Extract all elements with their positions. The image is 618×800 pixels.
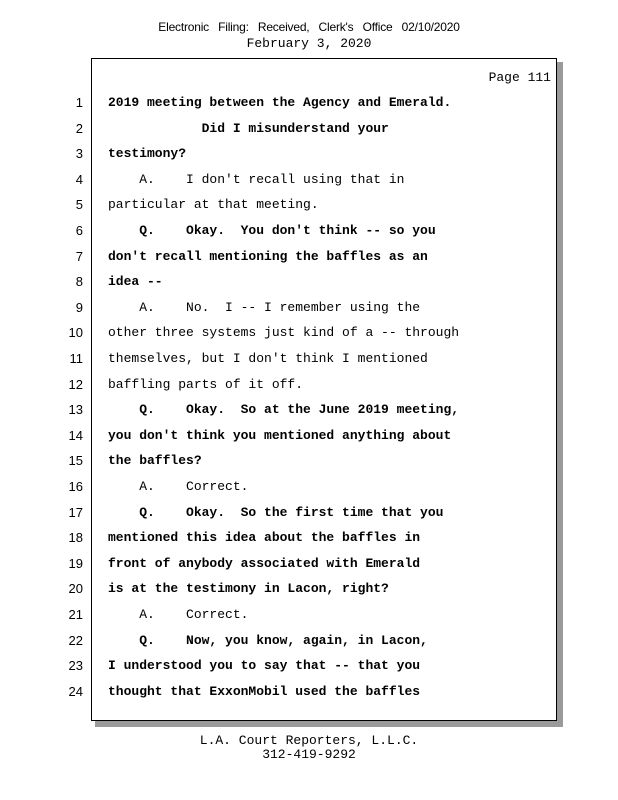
line-text: you don't think you mentioned anything about	[108, 427, 452, 443]
transcript-line	[0, 631, 618, 651]
page-number: Page 111	[488, 70, 551, 85]
transcript-line	[0, 528, 618, 548]
line-text: front of anybody associated with Emerald	[108, 555, 421, 571]
line-text: Did I misunderstand your	[108, 120, 389, 136]
transcript-line	[0, 93, 618, 113]
line-number: 14	[68, 427, 83, 443]
line-number: 20	[68, 581, 83, 597]
line-number: 2	[75, 120, 83, 136]
transcript-line	[0, 144, 618, 164]
line-text: idea --	[108, 274, 163, 290]
line-text: the baffles?	[108, 453, 202, 469]
transcript-line	[0, 503, 618, 523]
line-number: 22	[68, 632, 83, 648]
transcript-line	[0, 656, 618, 676]
line-number: 5	[75, 197, 83, 213]
line-number: 4	[75, 171, 83, 187]
transcript-line	[0, 272, 618, 292]
line-number: 17	[68, 504, 83, 520]
line-text: A. Correct.	[108, 607, 249, 622]
reporter-company: L.A. Court Reporters, L.L.C.	[199, 733, 419, 748]
line-number: 11	[69, 351, 83, 366]
transcript-line	[0, 579, 618, 599]
transcript-line	[0, 605, 618, 625]
transcript-line	[0, 221, 618, 241]
transcript-line	[0, 119, 618, 139]
line-text: Q. Okay. So the first time that you	[108, 504, 444, 520]
line-text: I understood you to say that -- that you	[108, 658, 421, 674]
transcript-line	[0, 375, 618, 395]
transcript-line	[0, 298, 618, 318]
line-number: 13	[68, 402, 83, 418]
line-number: 10	[68, 325, 83, 341]
line-number: 3	[75, 146, 83, 162]
line-number: 15	[68, 453, 83, 469]
line-text: thought that ExxonMobil used the baffles	[108, 683, 421, 699]
line-number: 23	[68, 658, 83, 674]
line-text: A. I don't recall using that in	[108, 171, 405, 187]
reporter-phone: 312-419-9292	[262, 747, 356, 762]
line-number: 8	[75, 274, 83, 290]
line-number: 7	[75, 248, 83, 264]
line-text: A. No. I -- I remember using the	[108, 299, 421, 315]
line-number: 16	[68, 479, 83, 494]
line-number: 1	[75, 95, 83, 110]
line-text: Q. Okay. So at the June 2019 meeting,	[108, 402, 460, 418]
transcript-line	[0, 477, 618, 497]
line-number: 12	[68, 376, 83, 392]
line-number: 24	[68, 683, 83, 699]
transcript-line	[0, 195, 618, 215]
filing-stamp: Electronic Filing: Received, Clerk's Office 02/10/2020	[158, 20, 460, 34]
line-text: Q. Okay. You don't think -- so you	[108, 223, 436, 238]
transcript-line	[0, 426, 618, 446]
line-text: is at the testimony in Lacon, right?	[108, 581, 389, 597]
line-text: themselves, but I don't think I mentioned	[108, 351, 428, 366]
transcript-line	[0, 170, 618, 190]
line-text: other three systems just kind of a -- through	[108, 325, 460, 341]
line-text: testimony?	[108, 146, 187, 162]
line-text: A. Correct.	[108, 479, 249, 494]
line-number: 21	[68, 607, 83, 622]
line-number: 19	[68, 555, 83, 571]
line-text: particular at that meeting.	[108, 197, 319, 213]
line-text: 2019 meeting between the Agency and Emerald.	[108, 95, 452, 110]
transcript-line	[0, 323, 618, 343]
transcript-line	[0, 400, 618, 420]
line-text: baffling parts of it off.	[108, 376, 304, 392]
transcript-line	[0, 554, 618, 574]
line-text: Q. Now, you know, again, in Lacon,	[108, 632, 428, 648]
line-text: mentioned this idea about the baffles in	[108, 530, 421, 546]
transcript-line	[0, 682, 618, 702]
transcript-line	[0, 247, 618, 267]
transcript-line	[0, 451, 618, 471]
line-number: 9	[75, 299, 83, 315]
transcript-line	[0, 349, 618, 369]
line-number: 18	[68, 530, 83, 546]
line-number: 6	[75, 223, 83, 238]
line-text: don't recall mentioning the baffles as an	[108, 248, 428, 264]
transcript-date: February 3, 2020	[246, 36, 372, 51]
